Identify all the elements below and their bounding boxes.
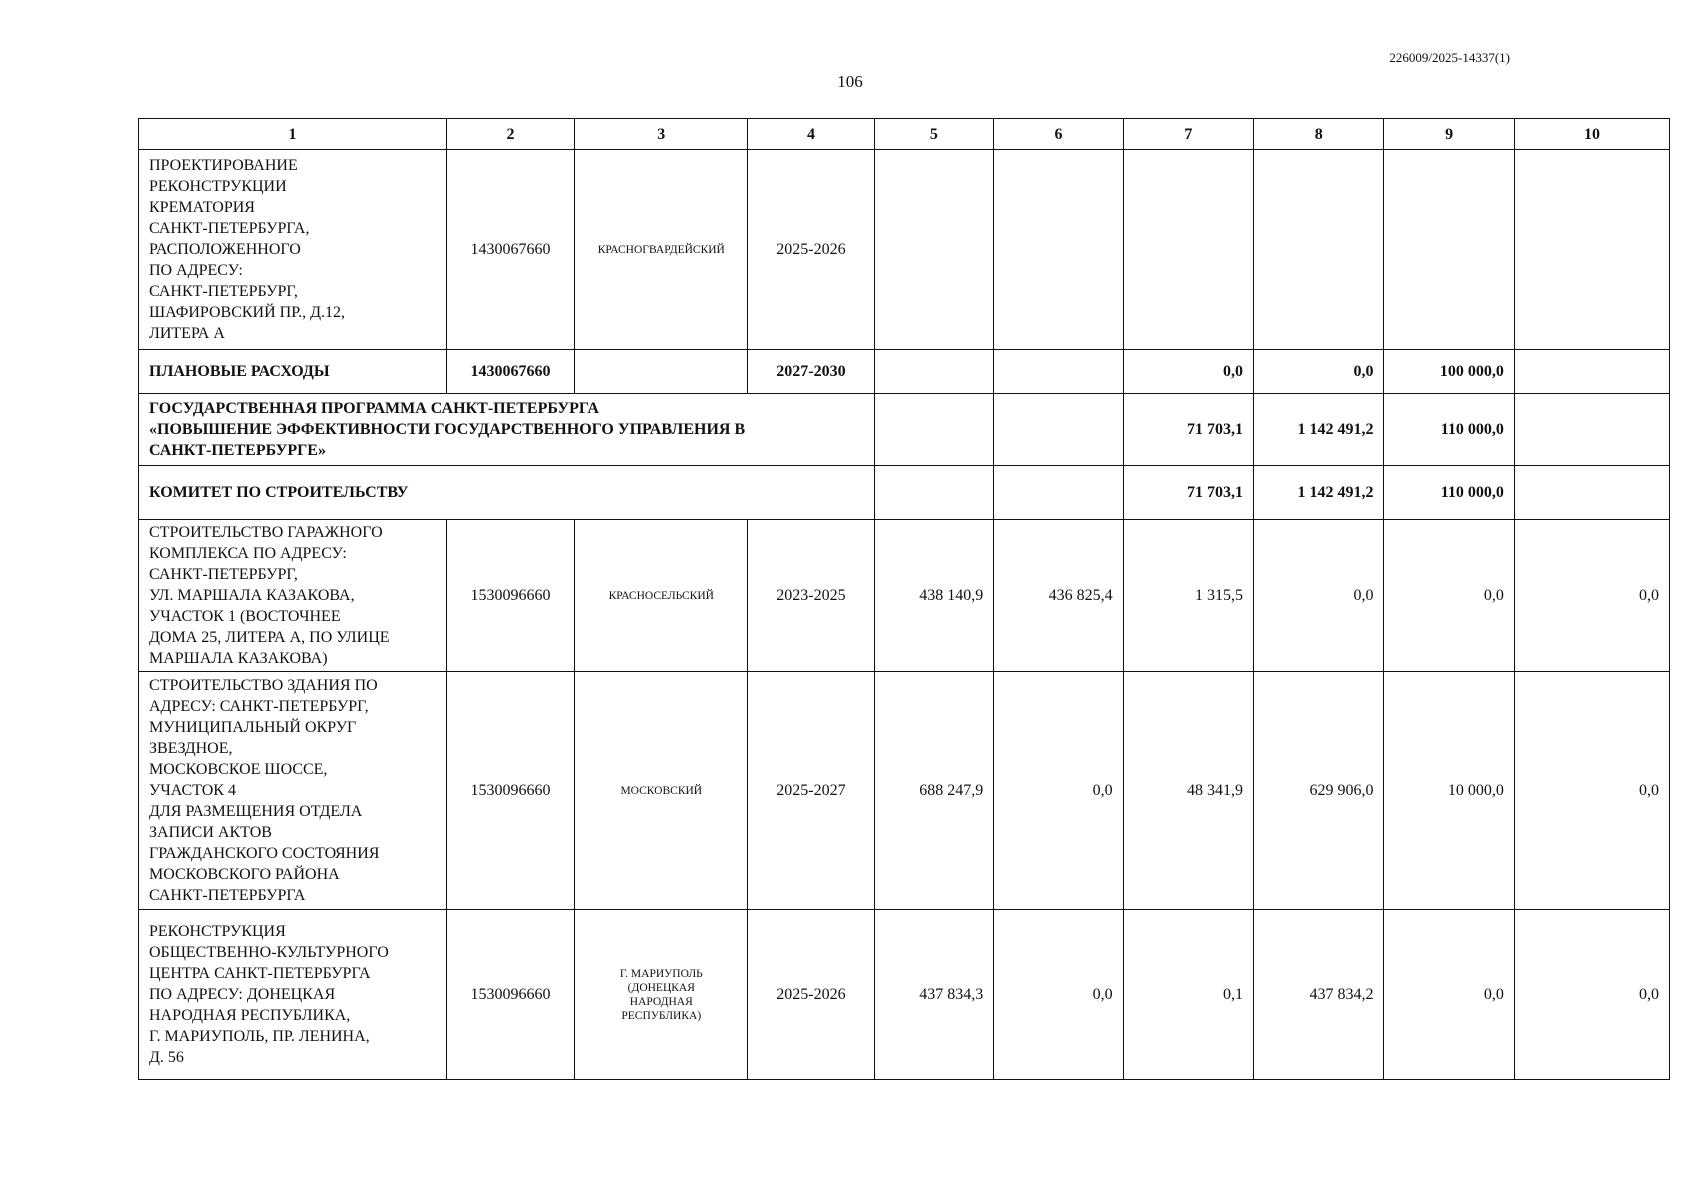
value-col8	[1254, 150, 1384, 350]
value-col6	[994, 394, 1123, 466]
page-number: 106	[837, 72, 863, 91]
district	[575, 350, 748, 394]
value-col7: 0,0	[1123, 350, 1253, 394]
object-name: СТРОИТЕЛЬСТВО ГАРАЖНОГО КОМПЛЕКСА ПО АДРЕСУ: САНКТ-ПЕТЕРБУРГ, УЛ. МАРШАЛА КАЗАКОВА, УЧАСТОК 1 (ВОСТОЧНЕЕ ДОМА 25, ЛИТЕРА А, ПО УЛИЦЕ МАРШАЛА КАЗАКОВА)	[139, 520, 447, 672]
value-col5	[874, 150, 994, 350]
column-header: 3	[575, 119, 748, 150]
value-col8: 0,0	[1254, 350, 1384, 394]
value-col8: 1 142 491,2	[1254, 394, 1384, 466]
target-code: 1430067660	[446, 350, 574, 394]
value-col9: 100 000,0	[1384, 350, 1514, 394]
value-col6: 0,0	[994, 910, 1123, 1080]
value-col9: 110 000,0	[1384, 394, 1514, 466]
value-col8: 437 834,2	[1254, 910, 1384, 1080]
table-row	[139, 520, 1670, 672]
value-col10: 0,0	[1514, 910, 1669, 1080]
value-col10: 0,0	[1514, 520, 1669, 672]
column-header: 4	[748, 119, 874, 150]
value-col7: 71 703,1	[1123, 394, 1253, 466]
column-header: 8	[1254, 119, 1384, 150]
period: 2023-2025	[748, 520, 874, 672]
value-col6: 436 825,4	[994, 520, 1123, 672]
column-header: 6	[994, 119, 1123, 150]
table-row	[139, 672, 1670, 910]
value-col9: 0,0	[1384, 520, 1514, 672]
table-row	[139, 350, 1670, 394]
object-name: ПЛАНОВЫЕ РАСХОДЫ	[139, 350, 447, 394]
period: 2025-2026	[748, 910, 874, 1080]
district: КРАСНОСЕЛЬСКИЙ	[575, 520, 748, 672]
value-col10: 0,0	[1514, 672, 1669, 910]
value-col5: 438 140,9	[874, 520, 994, 672]
budget-table	[138, 118, 1670, 1080]
value-col6	[994, 150, 1123, 350]
value-col5	[874, 350, 994, 394]
value-col9	[1384, 150, 1514, 350]
value-col8: 629 906,0	[1254, 672, 1384, 910]
value-col10	[1514, 394, 1669, 466]
value-col6: 0,0	[994, 672, 1123, 910]
table-row	[139, 150, 1670, 350]
value-col9: 110 000,0	[1384, 466, 1514, 520]
column-header: 2	[446, 119, 574, 150]
value-col7: 48 341,9	[1123, 672, 1253, 910]
value-col7: 1 315,5	[1123, 520, 1253, 672]
value-col6	[994, 350, 1123, 394]
value-col8: 1 142 491,2	[1254, 466, 1384, 520]
object-name: СТРОИТЕЛЬСТВО ЗДАНИЯ ПО АДРЕСУ: САНКТ-ПЕТЕРБУРГ, МУНИЦИПАЛЬНЫЙ ОКРУГ ЗВЕЗДНОЕ, МОСКОВСКОЕ ШОССЕ, УЧАСТОК 4 ДЛЯ РАЗМЕЩЕНИЯ ОТДЕЛА ЗАПИСИ АКТОВ ГРАЖДАНСКОГО СОСТОЯНИЯ МОСКОВСКОГО РАЙОНА САНКТ-ПЕТЕРБУРГА	[139, 672, 447, 910]
object-name: ПРОЕКТИРОВАНИЕ РЕКОНСТРУКЦИИ КРЕМАТОРИЯ САНКТ-ПЕТЕРБУРГА, РАСПОЛОЖЕННОГО ПО АДРЕСУ: САНКТ-ПЕТЕРБУРГ, ШАФИРОВСКИЙ ПР., Д.12, ЛИТЕРА А	[139, 150, 447, 350]
table-row	[139, 394, 1670, 466]
value-col10	[1514, 150, 1669, 350]
value-col7: 71 703,1	[1123, 466, 1253, 520]
district: МОСКОВСКИЙ	[575, 672, 748, 910]
value-col8: 0,0	[1254, 520, 1384, 672]
value-col10	[1514, 350, 1669, 394]
value-col5	[874, 466, 994, 520]
target-code: 1430067660	[446, 150, 574, 350]
table-header-row	[139, 119, 1670, 150]
value-col5: 437 834,3	[874, 910, 994, 1080]
document-id: 226009/2025-14337(1)	[1389, 50, 1510, 65]
target-code: 1530096660	[446, 910, 574, 1080]
value-col10	[1514, 466, 1669, 520]
period: 2025-2026	[748, 150, 874, 350]
column-header: 7	[1123, 119, 1253, 150]
value-col7	[1123, 150, 1253, 350]
table-row	[139, 910, 1670, 1080]
value-col9: 0,0	[1384, 910, 1514, 1080]
value-col6	[994, 466, 1123, 520]
column-header: 5	[874, 119, 994, 150]
column-header: 1	[139, 119, 447, 150]
period: 2027-2030	[748, 350, 874, 394]
column-header: 10	[1514, 119, 1669, 150]
column-header: 9	[1384, 119, 1514, 150]
program-name: ГОСУДАРСТВЕННАЯ ПРОГРАММА САНКТ-ПЕТЕРБУРГА «ПОВЫШЕНИЕ ЭФФЕКТИВНОСТИ ГОСУДАРСТВЕННОГО УПРАВЛЕНИЯ В САНКТ-ПЕТЕРБУРГЕ»	[139, 394, 875, 466]
value-col7: 0,1	[1123, 910, 1253, 1080]
district: КРАСНОГВАРДЕЙСКИЙ	[575, 150, 748, 350]
object-name: РЕКОНСТРУКЦИЯ ОБЩЕСТВЕННО-КУЛЬТУРНОГО ЦЕНТРА САНКТ-ПЕТЕРБУРГА ПО АДРЕСУ: ДОНЕЦКАЯ НАРОДНАЯ РЕСПУБЛИКА, Г. МАРИУПОЛЬ, ПР. ЛЕНИНА, Д. 56	[139, 910, 447, 1080]
target-code: 1530096660	[446, 520, 574, 672]
period: 2025-2027	[748, 672, 874, 910]
committee-name: КОМИТЕТ ПО СТРОИТЕЛЬСТВУ	[139, 466, 875, 520]
district: Г. МАРИУПОЛЬ (ДОНЕЦКАЯ НАРОДНАЯ РЕСПУБЛИКА)	[575, 910, 748, 1080]
value-col5: 688 247,9	[874, 672, 994, 910]
value-col5	[874, 394, 994, 466]
table-row	[139, 466, 1670, 520]
value-col9: 10 000,0	[1384, 672, 1514, 910]
target-code: 1530096660	[446, 672, 574, 910]
